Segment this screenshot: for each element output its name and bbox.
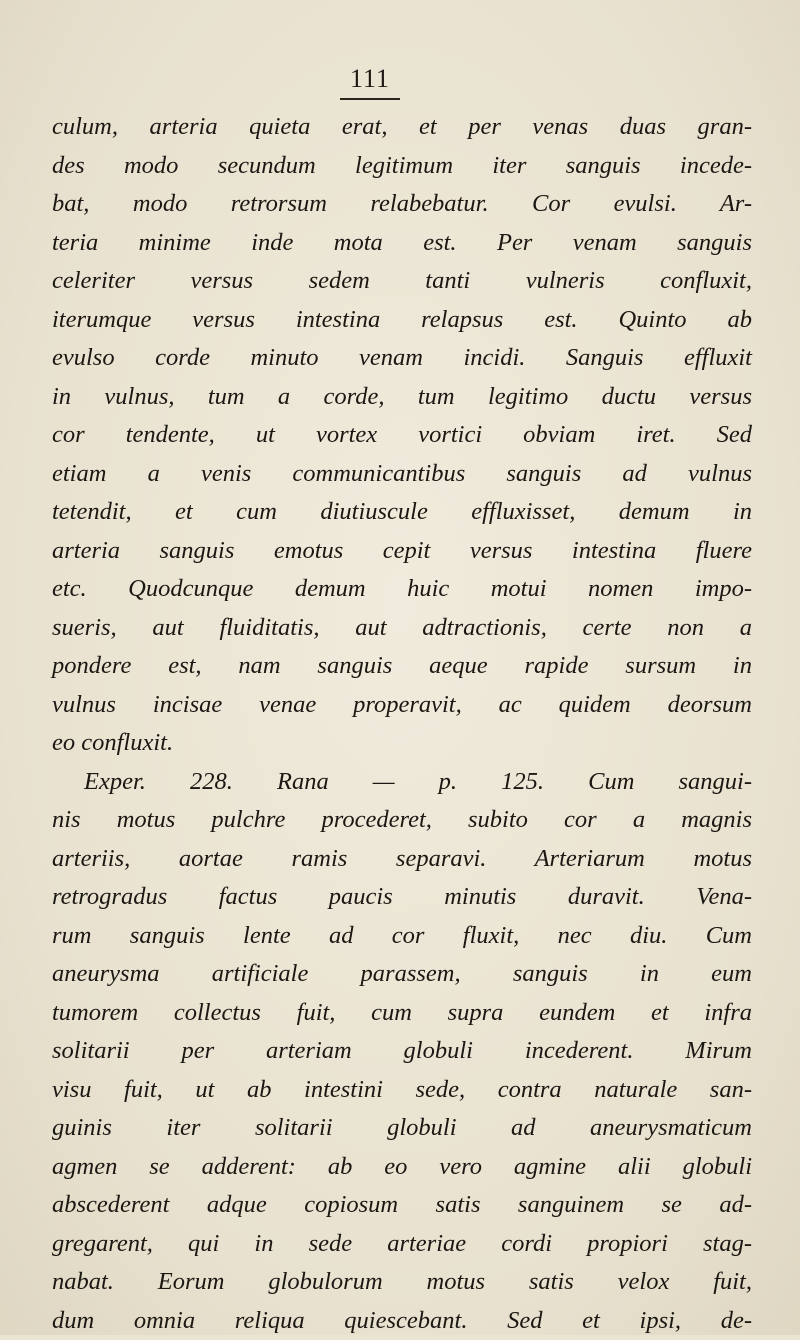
text-line: evulso corde minuto venam incidi. Sanguis effluxit: [52, 339, 752, 378]
page-number: 111: [340, 64, 400, 94]
text-line: agmen se adderent: ab eo vero agmine alii globuli: [52, 1148, 752, 1187]
text-line: pondere est, nam sanguis aeque rapide sursum in: [52, 647, 752, 686]
text-line: teria minime inde mota est. Per venam sanguis: [52, 224, 752, 263]
text-line: in vulnus, tum a corde, tum legitimo ductu versus: [52, 378, 752, 417]
text-line: abscederent adque copiosum satis sanguinem se ad-: [52, 1186, 752, 1225]
text-line: etiam a venis communicantibus sanguis ad vulnus: [52, 455, 752, 494]
text-line: dum omnia reliqua quiescebant. Sed et ipsi, de-: [52, 1302, 752, 1340]
text-line: des modo secundum legitimum iter sanguis incede-: [52, 147, 752, 186]
text-line: aneurysma artificiale parassem, sanguis in eum: [52, 955, 752, 994]
text-line: vulnus incisae venae properavit, ac quidem deorsum: [52, 686, 752, 725]
text-line: tumorem collectus fuit, cum supra eundem et infra: [52, 994, 752, 1033]
text-line: gregarent, qui in sede arteriae cordi propiori stag-: [52, 1225, 752, 1264]
text-line: retrogradus factus paucis minutis duravit. Vena-: [52, 878, 752, 917]
text-line: Exper. 228. Rana — p. 125. Cum sangui-: [52, 763, 752, 802]
text-line: tetendit, et cum diutiuscule effluxisset, demum in: [52, 493, 752, 532]
text-line: arteriis, aortae ramis separavi. Arteriarum motus: [52, 840, 752, 879]
text-line: nabat. Eorum globulorum motus satis velox fuit,: [52, 1263, 752, 1302]
text-line: guinis iter solitarii globuli ad aneurysmaticum: [52, 1109, 752, 1148]
text-line: visu fuit, ut ab intestini sede, contra naturale san-: [52, 1071, 752, 1110]
text-line: nis motus pulchre procederet, subito cor a magnis: [52, 801, 752, 840]
page-number-rule: [340, 98, 400, 100]
text-line: arteria sanguis emotus cepit versus intestina fluere: [52, 532, 752, 571]
text-line: solitarii per arteriam globuli incederent. Mirum: [52, 1032, 752, 1071]
body-text: [52, 108, 752, 1340]
text-line: celeriter versus sedem tanti vulneris confluxit,: [52, 262, 752, 301]
text-line: eo confluxit.: [52, 724, 752, 763]
text-line: culum, arteria quieta erat, et per venas duas gran-: [52, 108, 752, 147]
text-line: sueris, aut fluiditatis, aut adtractionis, certe non a: [52, 609, 752, 648]
text-line: bat, modo retrorsum relabebatur. Cor evulsi. Ar-: [52, 185, 752, 224]
text-line: etc. Quodcunque demum huic motui nomen impo-: [52, 570, 752, 609]
text-line: iterumque versus intestina relapsus est. Quinto ab: [52, 301, 752, 340]
text-line: rum sanguis lente ad cor fluxit, nec diu. Cum: [52, 917, 752, 956]
text-line: cor tendente, ut vortex vortici obviam iret. Sed: [52, 416, 752, 455]
